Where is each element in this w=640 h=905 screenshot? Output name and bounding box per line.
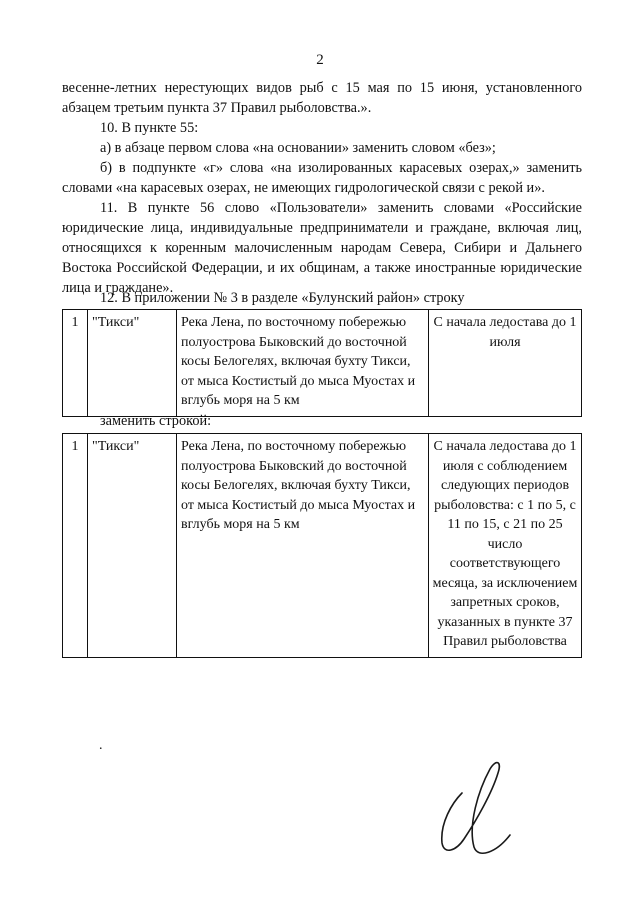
paragraph-item-10: 10. В пункте 55: [100,120,199,136]
paragraph-item-12: 12. В приложении № 3 в разделе «Булунский район» строку [100,290,465,306]
table-new-row [62,433,582,658]
cell-location: Река Лена, по восточному побережью полуострова Быковский до восточной косы Белогелях, включая бухту Тикси, от мыса Костистый до мыса Муостах и вглубь моря на 5 км [177,434,429,658]
cell-name: "Тикси" [88,310,177,417]
paragraph-item-10b: б) в подпункте «г» слова «на изолированных карасевых озерах,» заменить словами «на карасевых озерах, не имеющих гидрологической связи с рекой и». [62,160,582,196]
table-row [63,434,582,658]
cell-period: С начала ледостава до 1 июля [429,310,582,417]
replace-label: заменить строкой: [100,413,212,429]
table-row [63,310,582,417]
cell-number: 1 [63,434,88,658]
table-old-row [62,309,582,417]
cell-location: Река Лена, по восточному побережью полуострова Быковский до восточной косы Белогелях, включая бухту Тикси, от мыса Костистый до мыса Муостах и вглубь моря на 5 км [177,310,429,417]
signature-icon [420,755,530,865]
trailing-mark: . [99,738,103,753]
cell-name: "Тикси" [88,434,177,658]
page-number: 2 [316,52,324,68]
cell-number: 1 [63,310,88,417]
paragraph-item-11: 11. В пункте 56 слово «Пользователи» заменить словами «Российские юридические лица, индивидуальные предприниматели и граждане, включая лиц, относящихся к коренным малочисленным народам Севера, Сибири и Дальнего Востока Российской Федерации, и их общинам, а также иностранные юридические лица и граждане». [62,200,582,296]
paragraph-continuation: весенне-летних нерестующих видов рыб с 15 мая по 15 июня, установленного абзацем третьим пункта 37 Правил рыболовства.». [62,80,582,116]
paragraph-item-10a: а) в абзаце первом слова «на основании» заменить словом «без»; [100,140,496,156]
cell-period: С начала ледостава до 1 июля с соблюдением следующих периодов рыболовства: с 1 по 5, с 11 по 15, с 21 по 25 число соответствующего месяца, за исключением запретных сроков, указанных в пункте 37 Правил рыболовства [429,434,582,658]
